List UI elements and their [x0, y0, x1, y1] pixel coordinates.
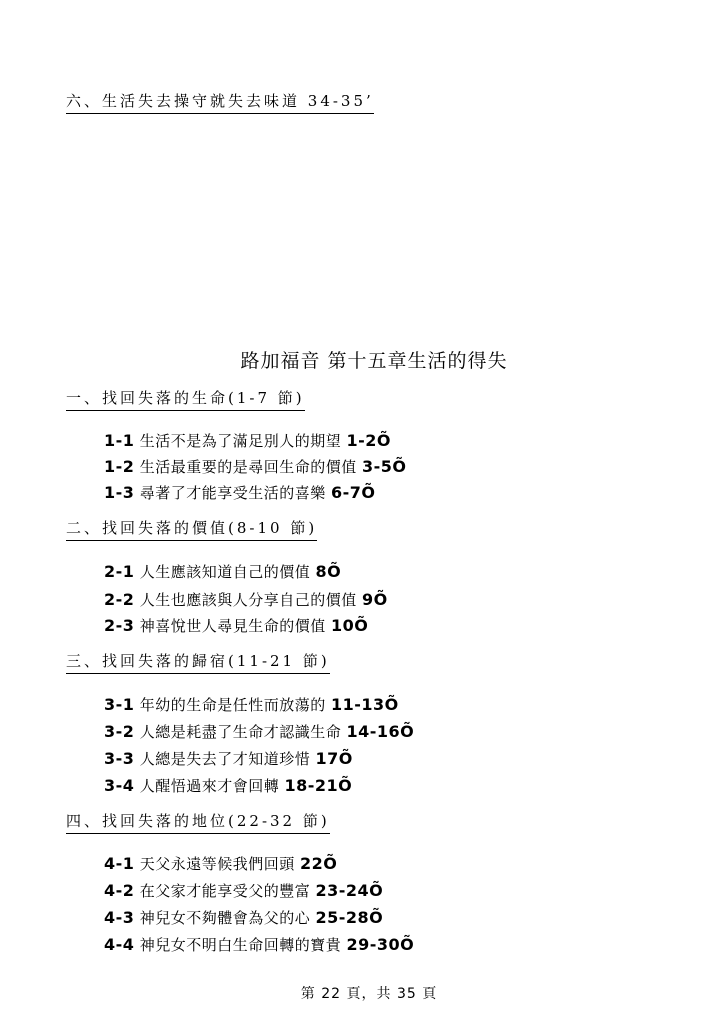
item-text: 在父家才能享受父的豐富 [139, 882, 311, 900]
outline-item [104, 456, 407, 477]
item-text: 人生也應該與人分享自己的價值 [139, 591, 357, 609]
item-text: 神兒女不明白生命回轉的寶貴 [139, 936, 342, 954]
item-text: 人生應該知道自己的價值 [139, 563, 311, 581]
item-text: 尋著了才能享受生活的喜樂 [139, 484, 326, 502]
verse-ref: 3-5Õ [361, 457, 407, 476]
outline-item [104, 775, 352, 796]
item-number: 3-2 [104, 722, 135, 741]
item-text: 年幼的生命是任性而放蕩的 [139, 696, 326, 714]
item-number: 4-2 [104, 881, 135, 900]
item-number: 2-3 [104, 616, 135, 635]
outline-item [104, 694, 399, 715]
item-number: 4-4 [104, 935, 135, 954]
item-text: 人總是耗盡了生命才認識生命 [139, 723, 342, 741]
item-number: 2-2 [104, 590, 135, 609]
verse-ref: 18-21Õ [284, 776, 353, 795]
verse-ref: 25-28Õ [315, 908, 384, 927]
outline-item [104, 482, 376, 503]
verse-ref: 23-24Õ [315, 881, 384, 900]
outline-item [104, 721, 414, 742]
outline-item [104, 880, 383, 901]
page-title: 路加福音 第十五章生活的得失 [240, 350, 508, 372]
verse-ref: 14-16Õ [346, 722, 415, 741]
verse-ref: 22Õ [299, 854, 338, 873]
verse-ref: 10Õ [330, 616, 369, 635]
section-heading: 四、找回失落的地位(22-32 節) [66, 810, 330, 831]
section-heading: 一、找回失落的生命(1-7 節) [66, 387, 305, 408]
item-number: 4-1 [104, 854, 135, 873]
verse-ref: 9Õ [361, 590, 388, 609]
item-number: 4-3 [104, 908, 135, 927]
outline-item [104, 615, 368, 636]
item-text: 神喜悅世人尋見生命的價值 [139, 617, 326, 635]
outline-item [104, 589, 388, 610]
item-text: 人醒悟過來才會回轉 [139, 777, 280, 795]
item-number: 3-4 [104, 776, 135, 795]
item-number: 1-3 [104, 483, 135, 502]
verse-ref: 8Õ [315, 562, 342, 581]
item-number: 1-1 [104, 431, 135, 450]
item-text: 人總是失去了才知道珍惜 [139, 750, 311, 768]
item-text: 天父永遠等候我們回頭 [139, 855, 295, 873]
section-heading: 三、找回失落的歸宿(11-21 節) [66, 650, 330, 671]
item-text: 生活最重要的是尋回生命的價值 [139, 458, 357, 476]
verse-ref: 17Õ [315, 749, 353, 768]
item-number: 3-1 [104, 695, 135, 714]
item-number: 3-3 [104, 749, 135, 768]
item-number: 1-2 [104, 457, 135, 476]
verse-ref: 6-7Õ [330, 483, 376, 502]
verse-ref: 1-2Õ [346, 431, 391, 450]
section-six-heading: 六、生活失去操守就失去味道 34-35’ [66, 90, 374, 111]
item-text: 生活不是為了滿足別人的期望 [139, 432, 342, 450]
section-heading: 二、找回失落的價值(8-10 節) [66, 517, 317, 538]
item-text: 神兒女不夠體會為父的心 [139, 909, 311, 927]
outline-item [104, 561, 341, 582]
item-number: 2-1 [104, 562, 135, 581]
outline-item [104, 853, 337, 874]
outline-item [104, 748, 353, 769]
verse-ref: 29-30Õ [346, 935, 415, 954]
outline-item [104, 430, 391, 451]
page-footer: 第 22 頁，共 35 頁 [300, 986, 438, 1002]
outline-item [104, 934, 414, 955]
outline-item [104, 907, 383, 928]
verse-ref: 11-13Õ [330, 695, 399, 714]
